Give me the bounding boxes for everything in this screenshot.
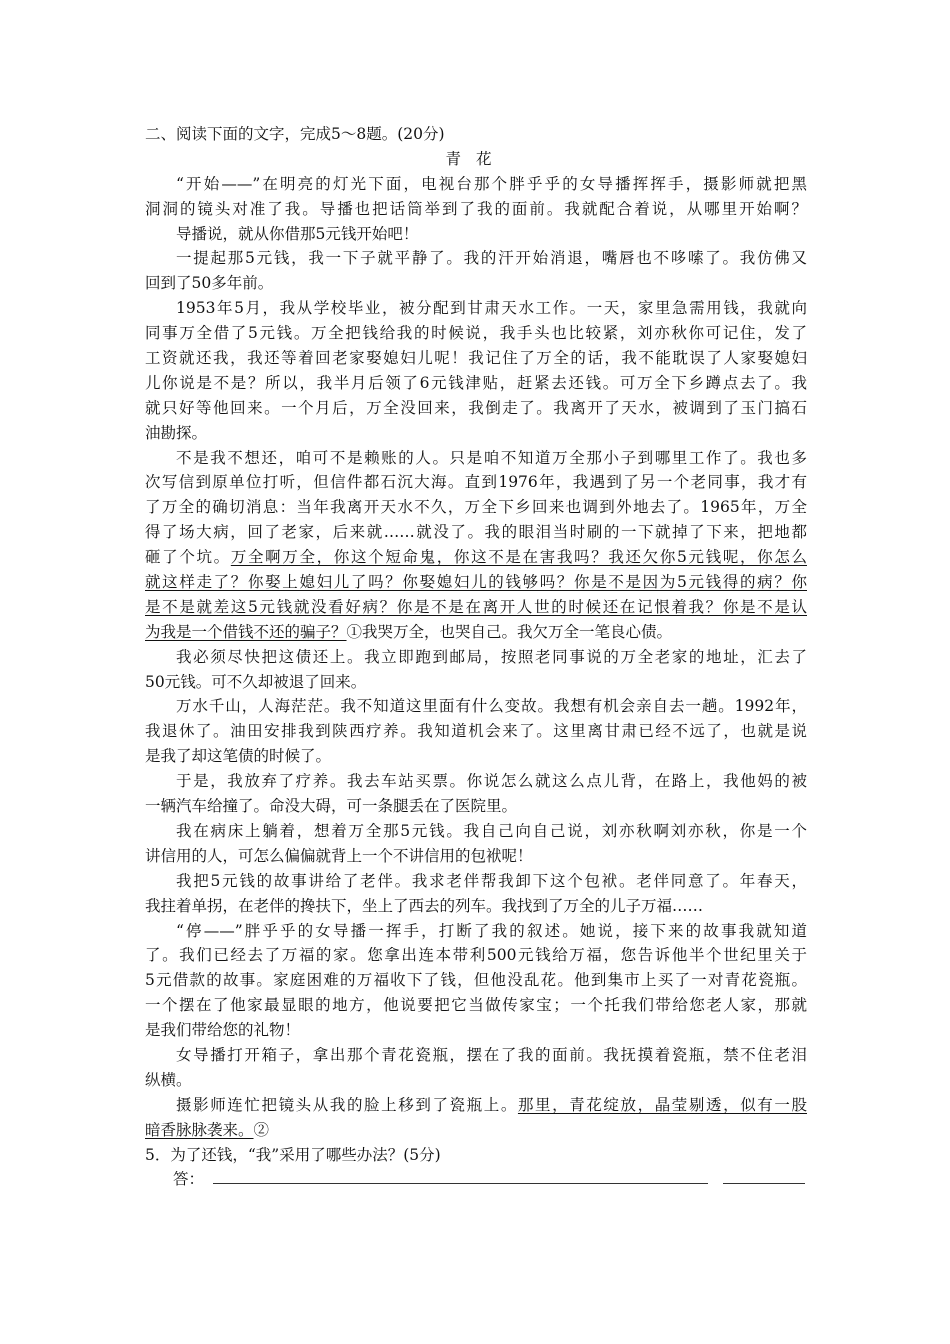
- line-text: 于是，我放弃了疗养。我去车站买票。你说怎么就这么点儿背，在路上，我他妈的被: [176, 772, 807, 791]
- passage-line: [145, 670, 807, 695]
- line-text: 回到了50多年前。: [145, 274, 274, 293]
- line-text: 了万全的确切消息：当年我离开天水不久，万全下乡回来也调到外地去了。1965年，万全: [145, 498, 807, 517]
- line-text: 我拄着单拐，在老伴的搀扶下，坐上了西去的列车。我找到了万全的儿子万福……: [145, 896, 704, 915]
- passage-line: [145, 844, 807, 869]
- line-text: 了。我们已经去了万福的家。您拿出连本带利500元钱给万福，您告诉他半个世纪里关于: [145, 946, 807, 965]
- passage-line: [145, 296, 807, 321]
- passage-line: [145, 919, 807, 944]
- line-text: 同事万全借了5元钱。万全把钱给我的时候说，我手头也比较紧，刘亦秋你可记住，发了: [145, 324, 807, 343]
- passage-line: [145, 222, 807, 247]
- passage-line: [145, 943, 807, 968]
- answer-input-line-2[interactable]: [723, 1182, 805, 1184]
- line-text: 一辆汽车给撞了。命没大碍，可一条腿丢在了医院里。: [145, 797, 518, 816]
- passage-line: [145, 1018, 807, 1043]
- passage-title: 青花: [445, 149, 507, 168]
- passage-line: [145, 719, 807, 744]
- passage-line: [145, 1043, 807, 1068]
- line-text: 纵横。: [145, 1070, 192, 1089]
- line-text: 我必须尽快把这债还上。我立即跑到邮局，按照老同事说的万全老家的地址，汇去了: [176, 647, 807, 666]
- passage-line: [145, 495, 807, 520]
- passage-line: [145, 246, 807, 271]
- line-text: 讲信用的人，可怎么偏偏就背上一个不讲信用的包袱呢！: [145, 846, 533, 865]
- passage-line: [145, 520, 807, 545]
- line-text: 得了场大病，回了老家，后来就……就没了。我的眼泪当时刷的一下就掉了下来，把地都: [145, 523, 807, 542]
- answer-row: [145, 1167, 807, 1192]
- line-text-tail: ①我哭万全，也哭自己。我欠万全一笔良心债。: [346, 622, 673, 641]
- line-text: 砸了个坑。: [145, 548, 231, 567]
- passage-body: [145, 172, 807, 1143]
- line-text: 就只好等他回来。一个月后，万全没回来，我倒走了。我离开了天水，被调到了玉门搞石: [145, 398, 807, 417]
- line-text: 洞洞的镜头对准了我。导播也把话筒举到了我的面前。我就配合着说，从哪里开始啊？: [145, 199, 807, 218]
- line-text: 工资就还我，我还等着回老家娶媳妇儿呢！我记住了万全的话，我不能耽误了人家娶媳妇: [145, 349, 807, 368]
- passage-line: [145, 819, 807, 844]
- line-text: “停——”胖乎乎的女导播一挥手，打断了我的叙述。她说，接下来的故事我就知道: [176, 921, 807, 940]
- passage-line: [145, 968, 807, 993]
- passage-line: [145, 421, 807, 446]
- line-text: 我退休了。油田安排我到陕西疗养。我知道机会来了。这里离甘肃已经不远了，也就是说: [145, 722, 807, 741]
- line-text: 摄影师连忙把镜头从我的脸上移到了瓷瓶上。: [176, 1095, 518, 1114]
- passage-line: [145, 794, 807, 819]
- line-text: 是我了却这笔债的时候了。: [145, 747, 332, 766]
- passage-line: [145, 545, 807, 570]
- passage-line: [145, 321, 807, 346]
- passage-line: [145, 446, 807, 471]
- answer-label: 答：: [173, 1170, 205, 1189]
- passage-line: [145, 595, 807, 620]
- line-text: 5元借款的故事。家庭困难的万福收下了钱，但他没乱花。他到集市上买了一对青花瓷瓶。: [145, 971, 807, 990]
- passage-line: [145, 570, 807, 595]
- underlined-text: 为我是一个借钱不还的骗子？: [145, 622, 347, 641]
- passage-line: [145, 645, 807, 670]
- passage-line: [145, 894, 807, 919]
- underlined-text: 就这样走了？你娶上媳妇儿了吗？你娶媳妇儿的钱够吗？你是不是因为5元钱得的病？你: [145, 573, 807, 592]
- line-text: 儿你说是不是？所以，我半月后领了6元钱津贴，赶紧去还钱。可万全下乡蹲点去了。我: [145, 373, 807, 392]
- passage-line: [145, 470, 807, 495]
- line-text: 油勘探。: [145, 423, 208, 442]
- passage-line: [145, 694, 807, 719]
- line-text: 一个摆在了他家最显眼的地方，他说要把它当做传家宝；一个托我们带给您老人家，那就: [145, 996, 807, 1015]
- underlined-text: 暗香脉脉袭来。: [145, 1120, 254, 1139]
- passage-line: [145, 869, 807, 894]
- passage-line: [145, 620, 807, 645]
- answer-input-line[interactable]: [213, 1182, 708, 1184]
- underlined-text: 那里，青花绽放，晶莹剔透，似有一股: [517, 1095, 807, 1114]
- passage-line: [145, 993, 807, 1018]
- passage-line: [145, 769, 807, 794]
- line-text: 是我们带给您的礼物！: [145, 1021, 301, 1040]
- underlined-text: 万全啊万全，你这个短命鬼，你这不是在害我吗？我还欠你5元钱呢，你怎么: [230, 548, 807, 567]
- line-text: 万水千山，人海茫茫。我不知道这里面有什么变故。我想有机会亲自去一趟。1992年，: [176, 697, 807, 716]
- passage-line: [145, 1093, 807, 1118]
- section-heading: 二、阅读下面的文字，完成5～8题。(20分): [145, 125, 445, 143]
- underlined-text: 是不是就差这5元钱就没看好病？你是不是在离开人世的时候还在记恨着我？你是不是认: [145, 597, 807, 616]
- line-text: 50元钱。可不久却被退了回来。: [145, 672, 367, 691]
- line-text: 次写信到原单位打听，但信件都石沉大海。直到1976年，我遇到了另一个老同事，我才有: [145, 473, 807, 492]
- passage-line: [145, 1118, 807, 1143]
- line-text: 不是我不想还，咱可不是赖账的人。只是咱不知道万全那小子到哪里工作了。我也多: [176, 448, 807, 467]
- line-text: 我在病床上躺着，想着万全那5元钱。我自己向自己说，刘亦秋啊刘亦秋，你是一个: [176, 821, 807, 840]
- question-5: 5．为了还钱，“我”采用了哪些办法？(5分): [145, 1145, 441, 1164]
- passage: [145, 122, 807, 1192]
- passage-line: [145, 371, 807, 396]
- passage-line: [145, 744, 807, 769]
- line-text: 1953年5月，我从学校毕业，被分配到甘肃天水工作。一天，家里急需用钱，我就向: [176, 299, 807, 318]
- passage-line: [145, 1068, 807, 1093]
- line-text-tail: ②: [253, 1120, 270, 1139]
- passage-line: [145, 271, 807, 296]
- passage-line: [145, 396, 807, 421]
- line-text: 我把5元钱的故事讲给了老伴。我求老伴帮我卸下这个包袱。老伴同意了。年春天，: [176, 871, 807, 890]
- passage-line: [145, 346, 807, 371]
- line-text: “开始——”在明亮的灯光下面，电视台那个胖乎乎的女导播挥挥手，摄影师就把黑: [176, 174, 807, 193]
- passage-line: [145, 172, 807, 197]
- passage-line: [145, 197, 807, 222]
- line-text: 女导播打开箱子，拿出那个青花瓷瓶，摆在了我的面前。我抚摸着瓷瓶，禁不住老泪: [176, 1045, 807, 1064]
- line-text: 一提起那5元钱，我一下子就平静了。我的汗开始消退，嘴唇也不哆嗦了。我仿佛又: [176, 249, 807, 268]
- line-text: 导播说，就从你借那5元钱开始吧！: [176, 224, 419, 243]
